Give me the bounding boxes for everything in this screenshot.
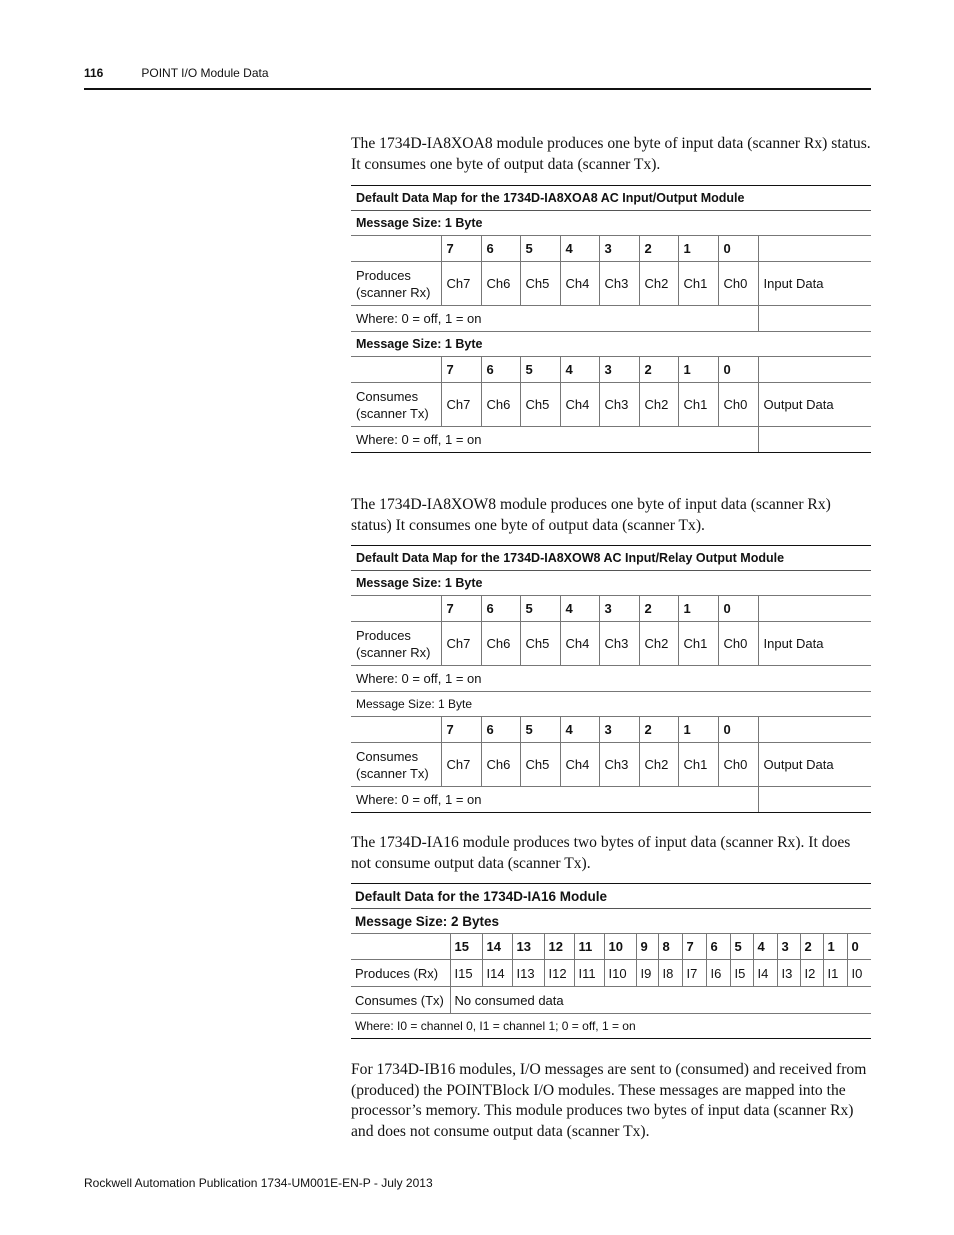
bit-cell: 3 <box>777 934 800 960</box>
bit-cell: 2 <box>800 934 823 960</box>
legend: Where: 0 = off, 1 = on <box>351 666 871 692</box>
bit-cell: 6 <box>706 934 730 960</box>
channel-cell: Ch4 <box>560 262 599 306</box>
bit-header-row <box>351 596 871 622</box>
bit-cell: 5 <box>730 934 753 960</box>
bit-cell: 0 <box>718 596 758 622</box>
channel-cell: Ch1 <box>678 383 718 427</box>
bit-cell: 0 <box>718 357 758 383</box>
channel-cell: Ch6 <box>481 622 520 666</box>
channel-cell: Ch3 <box>599 622 639 666</box>
channel-cell: Ch6 <box>481 743 520 787</box>
input-cell: I2 <box>800 960 823 987</box>
paragraph-ia8xoa8: The 1734D-IA8XOA8 module produces one byte of input data (scanner Rx) status. It consumes one byte of output data (scanner Tx). <box>351 135 871 173</box>
consumes-row <box>351 743 871 787</box>
input-cell: I1 <box>823 960 847 987</box>
input-cell: I13 <box>512 960 544 987</box>
bit-cell: 5 <box>520 236 560 262</box>
channel-cell: Ch1 <box>678 262 718 306</box>
bit-cell: 7 <box>441 596 481 622</box>
channel-cell: Ch2 <box>639 743 678 787</box>
bit-cell: 1 <box>678 717 718 743</box>
channel-cell: Ch4 <box>560 383 599 427</box>
bit-header-row <box>351 357 871 383</box>
legend: Where: I0 = channel 0, I1 = channel 1; 0 = off, 1 = on <box>351 1014 871 1039</box>
bit-cell: 4 <box>753 934 777 960</box>
bit-cell: 5 <box>520 357 560 383</box>
channel-cell: Ch5 <box>520 743 560 787</box>
consumes-value: No consumed data <box>450 987 871 1014</box>
row-label: Consumes (scanner Tx) <box>351 383 441 427</box>
legend-row <box>351 1014 871 1039</box>
bit-cell: 7 <box>441 357 481 383</box>
bit-cell: 6 <box>481 596 520 622</box>
data-type: Input Data <box>758 262 871 306</box>
bit-cell: 2 <box>639 357 678 383</box>
bit-cell: 5 <box>520 596 560 622</box>
bit-cell: 13 <box>512 934 544 960</box>
input-cell: I11 <box>574 960 604 987</box>
row-label: Produces (scanner Rx) <box>351 622 441 666</box>
bit-cell: 1 <box>678 357 718 383</box>
bit-cell: 7 <box>682 934 706 960</box>
bit-cell: 4 <box>560 357 599 383</box>
channel-cell: Ch3 <box>599 262 639 306</box>
channel-cell: Ch2 <box>639 262 678 306</box>
channel-cell: Ch0 <box>718 743 758 787</box>
bit-cell: 9 <box>636 934 658 960</box>
channel-cell: Ch4 <box>560 743 599 787</box>
legend: Where: 0 = off, 1 = on <box>351 787 758 813</box>
table-title: Default Data for the 1734D-IA16 Module <box>351 884 871 909</box>
paragraph-ia16: The 1734D-IA16 module produces two bytes of input data (scanner Rx). It does not consume output data (scanner Tx). <box>351 834 851 872</box>
channel-cell: Ch7 <box>441 262 481 306</box>
data-map-table-ia8xow8 <box>351 545 871 813</box>
section-title: POINT I/O Module Data <box>141 66 269 80</box>
bit-header-row <box>351 934 871 960</box>
bit-cell: 4 <box>560 596 599 622</box>
input-cell: I10 <box>604 960 636 987</box>
channel-cell: Ch5 <box>520 262 560 306</box>
legend-row <box>351 306 871 332</box>
channel-cell: Ch3 <box>599 743 639 787</box>
bit-cell: 12 <box>544 934 574 960</box>
bit-cell: 5 <box>520 717 560 743</box>
data-type: Output Data <box>758 383 871 427</box>
message-size: Message Size: 1 Byte <box>351 211 871 236</box>
legend-row <box>351 787 871 813</box>
bit-cell: 7 <box>441 717 481 743</box>
input-cell: I5 <box>730 960 753 987</box>
channel-cell: Ch7 <box>441 622 481 666</box>
table-title: Default Data Map for the 1734D-IA8XOW8 AC Input/Relay Output Module <box>351 546 871 571</box>
bit-cell: 0 <box>847 934 871 960</box>
data-table-ia16 <box>351 883 871 1039</box>
page-header <box>84 66 269 80</box>
bit-cell: 1 <box>678 596 718 622</box>
channel-cell: Ch0 <box>718 262 758 306</box>
channel-cell: Ch1 <box>678 743 718 787</box>
legend: Where: 0 = off, 1 = on <box>351 306 758 332</box>
paragraph-ib16: For 1734D-IB16 modules, I/O messages are sent to (consumed) and received from (produced) the POINTBlock I/O modules. These messages are mapped into the processor’s memory. This module produces two bytes of input data (scanner Rx) and does not consume output data (scanner Tx). <box>351 1061 867 1140</box>
row-label: Consumes (scanner Tx) <box>351 743 441 787</box>
produces-row <box>351 960 871 987</box>
legend-row <box>351 666 871 692</box>
input-cell: I4 <box>753 960 777 987</box>
channel-cell: Ch7 <box>441 383 481 427</box>
channel-cell: Ch7 <box>441 743 481 787</box>
bit-cell: 1 <box>678 236 718 262</box>
input-cell: I7 <box>682 960 706 987</box>
channel-cell: Ch3 <box>599 383 639 427</box>
channel-cell: Ch2 <box>639 622 678 666</box>
message-size: Message Size: 1 Byte <box>351 332 871 357</box>
channel-cell: Ch0 <box>718 622 758 666</box>
bit-cell: 2 <box>639 236 678 262</box>
bit-cell: 1 <box>823 934 847 960</box>
input-cell: I3 <box>777 960 800 987</box>
legend: Where: 0 = off, 1 = on <box>351 427 758 453</box>
bit-cell: 15 <box>450 934 482 960</box>
bit-cell: 6 <box>481 357 520 383</box>
bit-cell: 3 <box>599 717 639 743</box>
channel-cell: Ch2 <box>639 383 678 427</box>
consumes-row <box>351 987 871 1014</box>
table-title: Default Data Map for the 1734D-IA8XOA8 AC Input/Output Module <box>351 186 871 211</box>
page-footer: Rockwell Automation Publication 1734-UM001E-EN-P - July 2013 <box>84 1176 433 1190</box>
input-cell: I6 <box>706 960 730 987</box>
data-type: Output Data <box>758 743 871 787</box>
bit-cell: 8 <box>658 934 682 960</box>
bit-cell: 6 <box>481 236 520 262</box>
produces-row <box>351 622 871 666</box>
input-cell: I14 <box>482 960 512 987</box>
bit-cell: 3 <box>599 236 639 262</box>
channel-cell: Ch0 <box>718 383 758 427</box>
page-number: 116 <box>84 66 104 80</box>
row-label: Produces (scanner Rx) <box>351 262 441 306</box>
channel-cell: Ch5 <box>520 622 560 666</box>
bit-cell: 6 <box>481 717 520 743</box>
input-cell: I0 <box>847 960 871 987</box>
bit-cell: 3 <box>599 596 639 622</box>
channel-cell: Ch4 <box>560 622 599 666</box>
bit-cell: 3 <box>599 357 639 383</box>
channel-cell: Ch6 <box>481 262 520 306</box>
data-type: Input Data <box>758 622 871 666</box>
input-cell: I9 <box>636 960 658 987</box>
message-size: Message Size: 2 Bytes <box>351 909 871 934</box>
row-label: Consumes (Tx) <box>351 987 450 1014</box>
channel-cell: Ch6 <box>481 383 520 427</box>
bit-cell: 2 <box>639 596 678 622</box>
bit-cell: 11 <box>574 934 604 960</box>
produces-row <box>351 262 871 306</box>
bit-cell: 14 <box>482 934 512 960</box>
input-cell: I12 <box>544 960 574 987</box>
bit-cell: 10 <box>604 934 636 960</box>
bit-cell: 0 <box>718 236 758 262</box>
data-map-table-ia8xoa8 <box>351 185 871 453</box>
header-rule <box>84 88 871 90</box>
consumes-row <box>351 383 871 427</box>
bit-header-row <box>351 236 871 262</box>
bit-cell: 0 <box>718 717 758 743</box>
bit-cell: 7 <box>441 236 481 262</box>
paragraph-ia8xow8: The 1734D-IA8XOW8 module produces one byte of input data (scanner Rx) status) It consumes one byte of output data (scanner Tx). <box>351 496 831 534</box>
row-label: Produces (Rx) <box>351 960 450 987</box>
channel-cell: Ch5 <box>520 383 560 427</box>
input-cell: I15 <box>450 960 482 987</box>
channel-cell: Ch1 <box>678 622 718 666</box>
bit-cell: 4 <box>560 717 599 743</box>
bit-header-row <box>351 717 871 743</box>
message-size: Message Size: 1 Byte <box>351 692 871 717</box>
bit-cell: 4 <box>560 236 599 262</box>
bit-cell: 2 <box>639 717 678 743</box>
message-size: Message Size: 1 Byte <box>351 571 871 596</box>
input-cell: I8 <box>658 960 682 987</box>
legend-row <box>351 427 871 453</box>
